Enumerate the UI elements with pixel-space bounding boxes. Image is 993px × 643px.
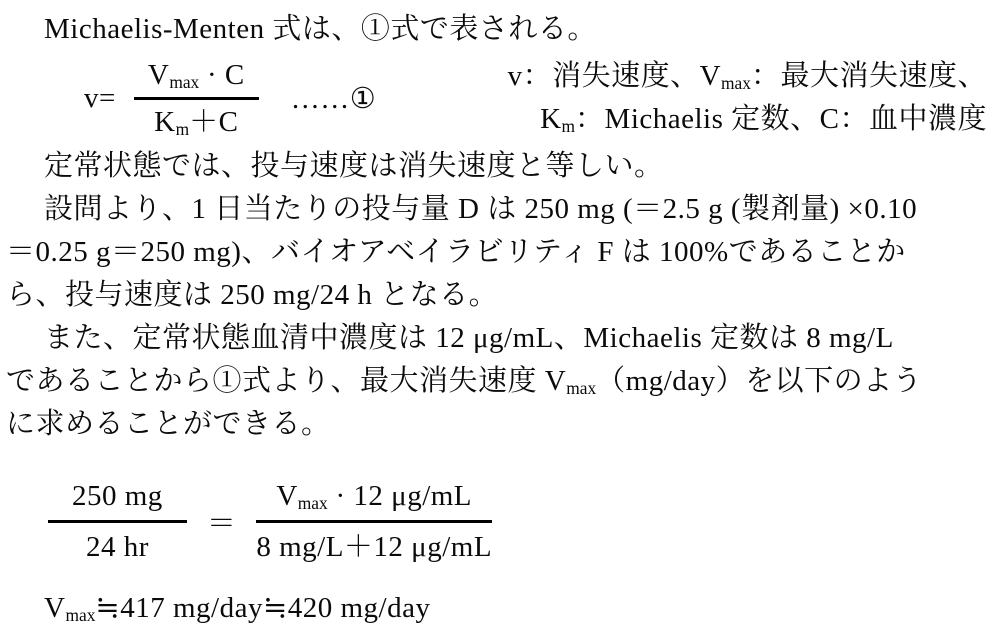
result-vmax-subscript: max <box>65 604 96 625</box>
equation1-fraction <box>134 55 259 142</box>
legend-line-1 <box>508 55 987 98</box>
equation1-number-label: ……① <box>290 82 377 115</box>
variable-legend <box>508 55 987 141</box>
equation1-lhs: v= <box>84 81 116 114</box>
result-vmax: V <box>44 592 66 624</box>
vmax-subscript-2: max <box>297 492 328 513</box>
equation1-denominator-rest: ＋C <box>189 105 239 138</box>
paragraph3-vmax-subscript: max <box>566 377 597 398</box>
result-line <box>6 587 989 630</box>
vmax-subscript: max <box>169 71 200 92</box>
elimination-denominator: 8 mg/L＋12 μg/mL <box>256 531 493 563</box>
paragraph3-line2-post: （mg/day）を以下のよう <box>596 365 923 397</box>
legend1-vmax: V <box>699 60 722 92</box>
equation1-denominator <box>134 100 259 142</box>
intro-line: Michaelis-Menten 式は、①式で表される。 <box>44 13 597 45</box>
legend2-post: ：Michaelis 定数、C：血中濃度 <box>575 103 987 135</box>
dose-numerator: 250 mg <box>48 476 187 523</box>
paragraph3-line-1: また、定常状態血清中濃度は 12 μg/mL、Michaelis 定数は 8 mg/L <box>44 322 894 354</box>
paragraph2-line-2: ＝0.25 g＝250 mg)、バイオアベイラビリティ F は 100%であることか <box>6 236 906 268</box>
legend2-km-subscript: m <box>561 115 576 136</box>
calculation-equation <box>48 476 989 567</box>
km-symbol: K <box>154 105 176 138</box>
vmax-symbol: V <box>147 58 170 91</box>
dose-rate-fraction <box>48 476 187 567</box>
legend2-km: K <box>540 103 562 135</box>
paragraph3-line-3: に求めることができる。 <box>6 408 331 440</box>
elimination-numerator-rest: · 12 μg/mL <box>327 480 473 512</box>
elimination-numerator <box>256 476 492 523</box>
paragraph3-line-2 <box>6 360 989 403</box>
equals-sign: ＝ <box>206 508 237 540</box>
dose-denominator: 24 hr <box>85 531 149 563</box>
paragraph2-line-3: ら、投与速度は 250 mg/24 h となる。 <box>6 279 499 311</box>
vmax-symbol-2: V <box>276 480 298 512</box>
equation1-numerator-rest: · C <box>199 58 245 91</box>
equation1-numerator <box>134 55 259 100</box>
paragraph3-line2-pre: であることから①式より、最大消失速度 V <box>6 365 567 397</box>
steady-state-line: 定常状態では、投与速度は消失速度と等しい。 <box>44 150 664 182</box>
legend-line-2 <box>508 98 987 141</box>
michaelis-menten-equation <box>6 51 989 145</box>
result-value: ≒417 mg/day≒420 mg/day <box>95 592 431 624</box>
paragraph2-line-1: 設問より、1 日当たりの投与量 D は 250 mg (＝2.5 g (製剤量) ×0.10 <box>44 193 918 225</box>
legend1-post: ：最大消失速度、 <box>750 60 987 92</box>
elimination-rate-fraction <box>256 476 492 567</box>
km-subscript: m <box>175 118 190 139</box>
legend1-vmax-subscript: max <box>721 72 751 93</box>
legend1-pre: v：消失速度、 <box>507 60 700 92</box>
